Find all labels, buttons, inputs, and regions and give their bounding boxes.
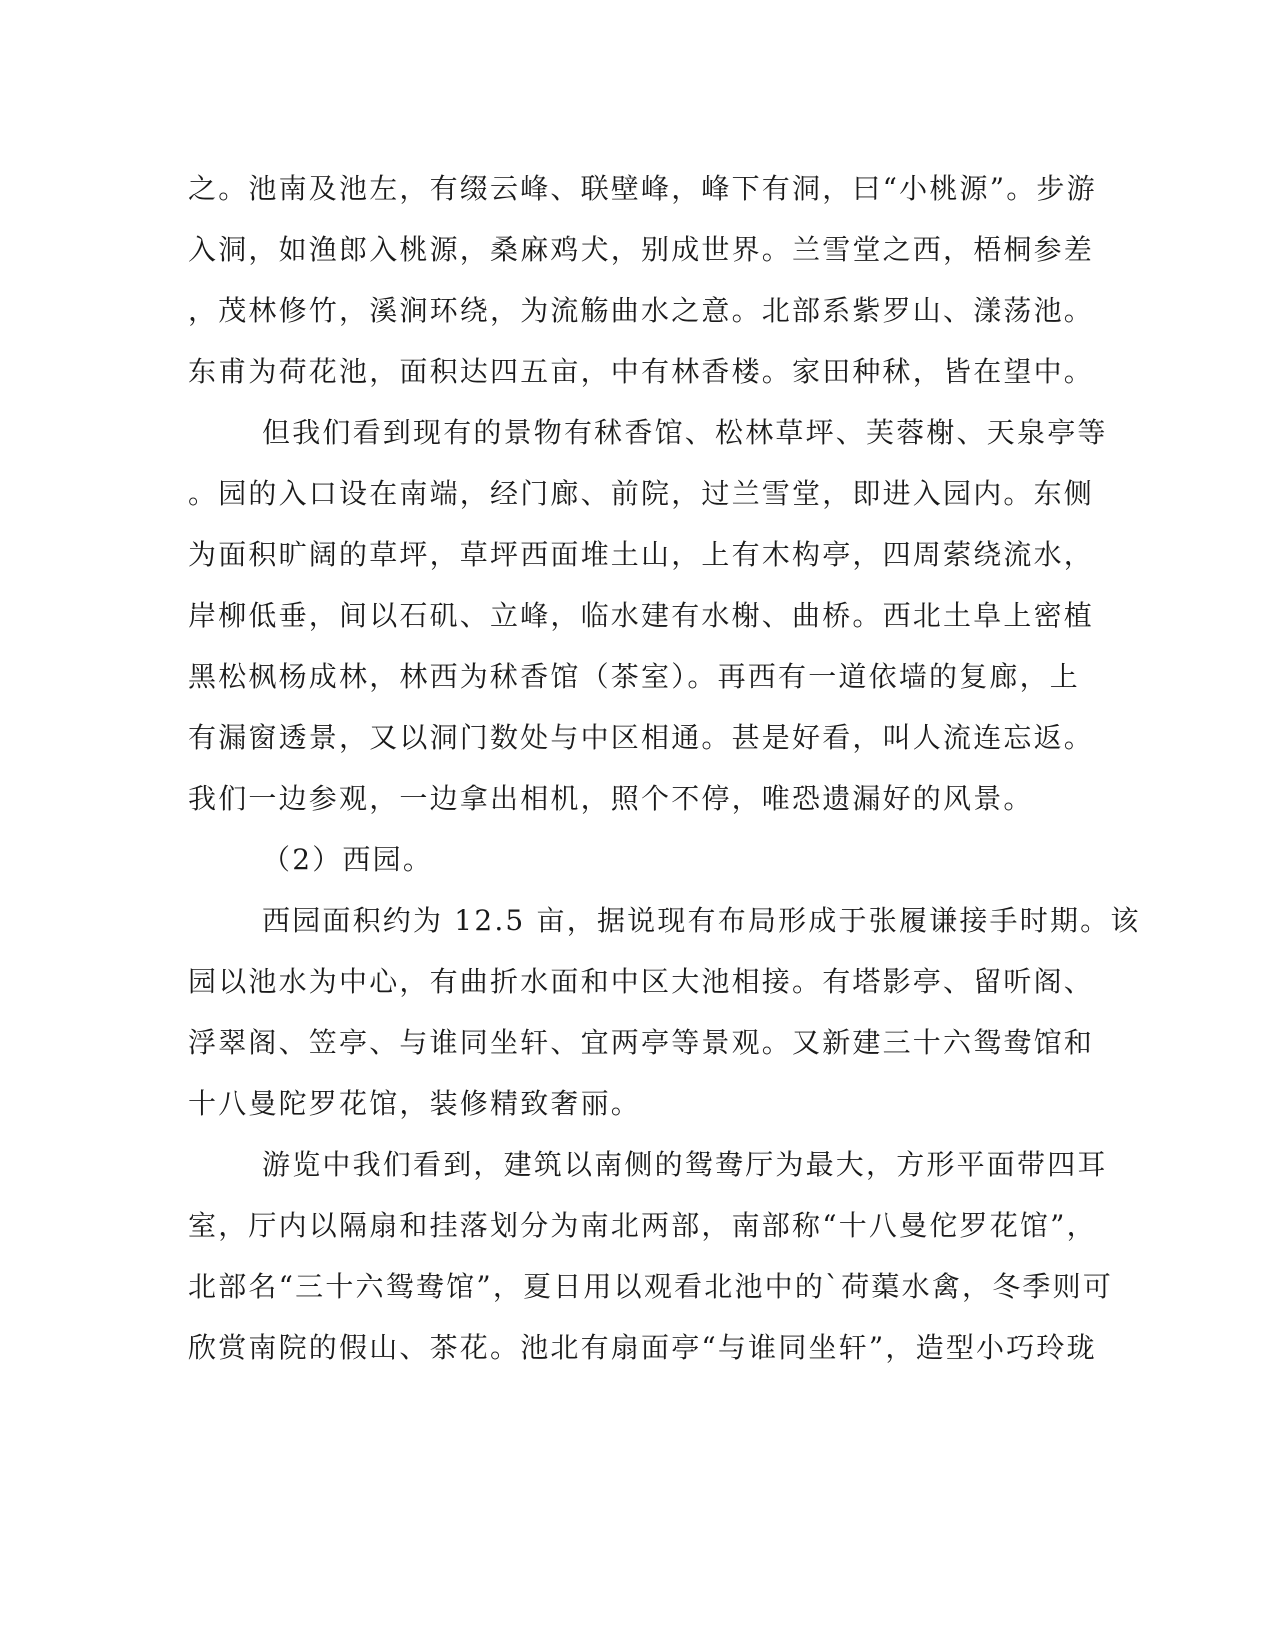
text-line: 入洞，如渔郎入桃源，桑麻鸡犬，别成世界。兰雪堂之西，梧桐参差 (188, 233, 1095, 266)
text-line: 。园的入口设在南端，经门廊、前院，过兰雪堂，即进入园内。东侧 (188, 477, 1095, 510)
text-line: 东甫为荷花池，面积达四五亩，中有林香楼。家田种秫，皆在望中。 (188, 355, 1095, 388)
text-line: 欣赏南院的假山、茶花。池北有扇面亭“与谁同坐轩”，造型小巧玲珑 (188, 1331, 1097, 1364)
text-line: 岸柳低垂，间以石矶、立峰，临水建有水榭、曲桥。西北土阜上密植 (188, 599, 1095, 632)
text-line: 之。池南及池左，有缀云峰、联壁峰，峰下有洞，曰“小桃源”。步游 (188, 172, 1097, 205)
text-line: 我们一边参观，一边拿出相机，照个不停，唯恐遗漏好的风景。 (188, 782, 1034, 815)
text-line: 北部名“三十六鸳鸯馆”，夏日用以观看北池中的`荷蕖水禽，冬季则可 (188, 1270, 1114, 1303)
text-line: 游览中我们看到，建筑以南侧的鸳鸯厅为最大，方形平面带四耳 (262, 1148, 1108, 1181)
body-text (188, 158, 1141, 1378)
text-line: 为面积旷阔的草坪，草坪西面堆土山，上有木构亭，四周萦绕流水， (188, 538, 1095, 571)
text-line: 十八曼陀罗花馆，装修精致奢丽。 (188, 1087, 642, 1120)
text-line: 西园面积约为 12.5 亩，据说现有布局形成于张履谦接手时期。该 (262, 904, 1141, 937)
text-line: ，茂林修竹，溪涧环绕，为流觞曲水之意。北部系紫罗山、漾荡池。 (188, 294, 1095, 327)
text-line: 有漏窗透景，又以洞门数处与中区相通。甚是好看，叫人流连忘返。 (188, 721, 1095, 754)
text-line: 园以池水为中心，有曲折水面和中区大池相接。有塔影亭、留听阁、 (188, 965, 1095, 998)
text-line: 浮翠阁、笠亭、与谁同坐轩、宜两亭等景观。又新建三十六鸳鸯馆和 (188, 1026, 1095, 1059)
text-line: 但我们看到现有的景物有秫香馆、松林草坪、芙蓉榭、天泉亭等 (262, 416, 1108, 449)
text-line: 黑松枫杨成林，林西为秫香馆（茶室）。再西有一道依墙的复廊，上 (188, 660, 1081, 693)
text-line: 室，厅内以隔扇和挂落划分为南北两部，南部称“十八曼佗罗花馆”， (188, 1209, 1097, 1242)
section-heading: （2）西园。 (262, 843, 434, 876)
